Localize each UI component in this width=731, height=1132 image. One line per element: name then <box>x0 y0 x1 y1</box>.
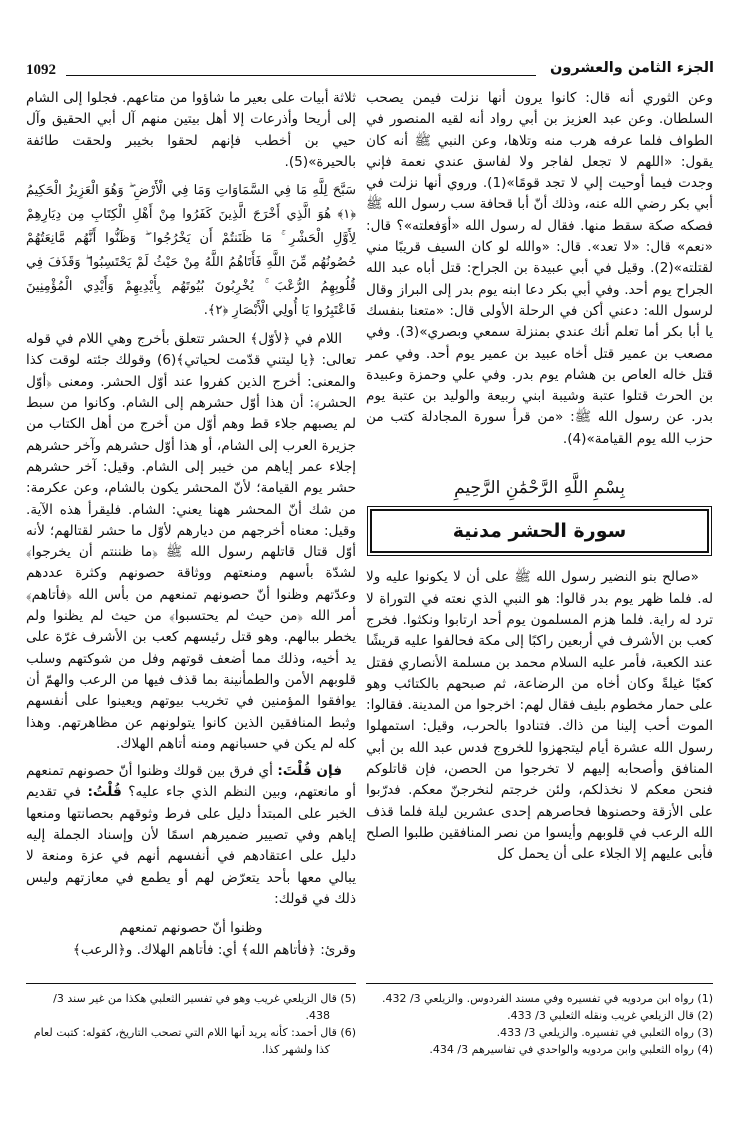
paragraph: اللام في ﴿لأوّل﴾ الحشر تتعلق بأخرج وهي اللام في قوله تعالى: ﴿يا ليتني قدّمت لحياتي﴾(6) وقولك جئته لوقت كذا والمعنى: أخرج الذين كفروا عند أوّل الحشر. ومعنى ﴿أوّل الحشر﴾: أن هذا أوّل حشرهم إلى الشام. وكانوا من سبط لم يصبهم جلاء قط وهم أوّل من أخرج من أهل الكتاب من جزيرة العرب إلى الشام، أو هذا أوّل حشرهم وآخر حشرهم إجلاء عمر إياهم من خيبر إلى الشام. وقيل: آخر حشرهم حشر يوم القيامة؛ لأنّ المحشر يكون بالشام، وعن عكرمة: من شك أنّ المحشر ههنا يعني: الشام. فليقرأ هذه الآية. وقيل: معناه أخرجهم من ديارهم لأوّل ما حشر لقتالهم؛ لأنه أوّل قتال قاتلهم رسول الله ﷺ ﴿ما ظننتم أن يخرجوا﴾ لشدّة بأسهم ومنعتهم ووثاقة حصونهم وكثرة عددهم وعدّتهم وظنوا أنّ حصونهم تمنعهم من بأس الله ﴿فأتاهم﴾ أمر الله ﴿من حيث لم يحتسبوا﴾ من حيث لم يظنوا ولم يخطر ببالهم. وهو قتل رئيسهم كعب بن الأشرف غرّة على يد أخيه، وذلك مما أضعف قوتهم وفل من شوكتهم وسلب قلوبهم الأمن والطمأنينة بما قذف فيها من الرعب والهمّ أن يوافقوا المؤمنين في تخريب بيوتهم ويعينوا على أنفسهم وثبط المنافقين الذين كانوا يتولونهم عن مظاهرتهم. وهذا كله لم يكن في حسبانهم ومنه أتاهم الهلاك. <box>26 331 357 752</box>
footnotes-right <box>366 990 713 1058</box>
footnote: (1) رواه ابن مردويه في تفسيره وفي مسند الفردوس. والزيلعي 3/ 432. <box>381 992 713 1005</box>
footnote: (2) قال الزيلعي غريب ونقله الثعلبي 3/ 433. <box>507 1009 713 1022</box>
footnote-rule <box>366 983 713 984</box>
surah-title-box <box>370 509 709 553</box>
part-title: الجزء الثامن والعشرون <box>550 60 714 76</box>
footnote: (4) رواه الثعلبي وابن مردويه والواحدي في تفاسيرهم 3/ 434. <box>429 1043 713 1056</box>
question-text: أي فرق بين قولك وظنوا أنّ حصونهم تمنعهم أو مانعتهم، وبين النظم الذي جاء عليه؟ <box>26 763 356 801</box>
footnote: (6) قال أحمد: كأنه يريد أنها اللام التي تصحب التاريخ، كقوله: كتبت لعام كذا ولشهر كذا. <box>33 1026 356 1056</box>
quoted-phrase: وظنوا أنّ حصونهم تمنعهم <box>119 920 263 937</box>
surah-title: سورة الحشر مدنية <box>452 519 627 542</box>
paragraph: ثلاثة أبيات على بعير ما شاؤوا من متاعهم. فجلوا إلى الشام إلى أريحا وأذرعات إلا أهل بيتين منهم آل أبي الحقيق وآل حيي بن أخطب فإنهم لحقوا بخيبر ولحقت طائفة بالحيرة»(5). <box>26 90 356 170</box>
paragraph: وقرئ: ﴿فأتاهم الله﴾ أي: فأتاهم الهلاك. و﴿الرعب﴾ <box>72 941 356 958</box>
paragraph: «صالح بنو النضير رسول الله ﷺ على أن لا يكونوا عليه ولا له. فلما ظهر يوم بدر قالوا: هو النبي الذي نعته في التوراة لا ترد له راية. فلما هزم المسلمون يوم أحد ارتابوا ونكثوا. فخرج كعب بن الأشرف في أربعين راكبًا إلى مكة فحالفوا عليه قريشًا عند الكعبة، فأمر عليه السلام محمد بن مسلمة الأنصاري فقتل كعبًا غيلةً وكان أخاه من الرضاعة، ثم صبحهم بالكتائب وهو على حمار مخطوم بليف فقال لهم: اخرجوا من المدينة. فقالوا: الموت أحب إلينا من ذاك. فتنادوا بالحرب، وقيل: استمهلوا رسول الله عشرة أيام ليتجهزوا للخروج فدس عبد الله بن أبي المنافق وأصحابه إليهم لا تخرجوا من الحصن، فإن قاتلوكم فنحن معكم لا نخذلكم، ولئن خرجتم لنخرجنّ معكم. فدرّبوا على الأزقة وحصنوها فحاصرهم إحدى عشرين ليلة فلما قذف الله الرعب في قلوبهم وأيسوا من نصر المنافقين طلبوا الصلح فأبى عليهم إلا الجلاء على أن يحمل كل <box>366 569 713 863</box>
quran-verses: سَبَّحَ لِلَّهِ مَا فِي السَّمَاوَاتِ وَمَا فِي الْأَرْضِ ۖ وَهُوَ الْعَزِيزُ الْحَكِيمُ ﴿١﴾ هُوَ الَّذِي أَخْرَجَ الَّذِينَ كَفَرُوا مِنْ أَهْلِ الْكِتَابِ مِن دِيَارِهِمْ لِأَوَّلِ الْحَشْرِ ۚ مَا ظَنَنتُمْ أَن يَخْرُجُوا ۖ وَظَنُّوا أَنَّهُم مَّانِعَتُهُمْ حُصُونُهُم مِّنَ اللَّهِ فَأَتَاهُمُ اللَّهُ مِنْ حَيْثُ لَمْ يَحْتَسِبُوا ۖ وَقَذَفَ فِي قُلُوبِهِمُ الرُّعْبَ ۚ يُخْرِبُونَ بُيُوتَهُم بِأَيْدِيهِمْ وَأَيْدِي الْمُؤْمِنِينَ فَاعْتَبِرُوا يَا أُولِي الْأَبْصَارِ ﴿٢﴾. <box>26 183 356 319</box>
footnote: (5) قال الزيلعي غريب وهو في تفسير الثعلبي هكذا من غير سند 3/ 438. <box>53 992 356 1022</box>
footnotes-left <box>26 990 356 1058</box>
question-lead: فإن قُلْتَ: <box>277 763 342 780</box>
answer-lead: قُلْتُ: <box>87 784 122 801</box>
left-column <box>26 88 356 967</box>
running-header <box>26 60 714 82</box>
header-rule <box>66 75 536 76</box>
page-number: 1092 <box>26 62 56 78</box>
answer-text: في تقديم الخبر على المبتدأ دليل على فرط وثوقهم بحصانتها ومنعها إياهم وفي تصيير ضميرهم اسمًا لأن وإسناد الجملة إليه دليل على اعتقادهم في أنفسهم أنهم في عزة ومنعة لا يبالي معها بأحد يتعرّض لهم أو يطمع في معازتهم وليس ذلك في قولك: <box>26 784 356 907</box>
right-column <box>366 88 713 872</box>
footnote-rule <box>26 983 356 984</box>
paragraph <box>26 761 356 910</box>
paragraph: وعن الثوري أنه قال: كانوا يرون أنها نزلت فيمن يصحب السلطان. وعن عبد العزيز بن أبي رواد أنه لقيه المنصور في الطواف فلما عرفه هرب منه وتلاها، وعن النبي ﷺ أنه كان يقول: «اللهم لا تجعل لفاجر ولا لفاسق عندي نعمة فإني وجدت فيما أوحيت إلي لا تجد قومًا»(1). وروي أنها نزلت في أبي بكر رضي الله عنه، وذلك أنّ أبا قحافة سب رسول الله ﷺ فصكه صكة سقط منها. فقال له رسول الله «أوَفعلته»؟ قال: «نعم» قال: «لا تعد». قال: «والله لو كان السيف قريبًا مني لقتلته»(2). وقيل في أبي عبيدة بن الجراح: قتل أباه عبد الله الجراح يوم أحد. وفي أبي بكر دعا ابنه يوم بدر إلى البراز وقال لرسول الله: دعني أكن في الرحلة الأولى قال: «متعنا بنفسك يا أبا بكر أما تعلم أنك عندي بمنزلة سمعي وبصري»(3). وفي مصعب بن عمير قتل أخاه عبيد بن عمير يوم أحد. وفي عمر قتل خاله العاص بن هشام يوم بدر. وفي علي وحمزة وعبيدة بن الحرث قتلوا عتبة وشيبة ابني ربيعة والوليد بن عتبة يوم بدر. عن رسول الله ﷺ: «من قرأ سورة المجادلة كتب من حزب الله يوم القيامة»(4). <box>366 90 713 447</box>
basmala: بِسْمِ اللَّهِ الرَّحْمَٰنِ الرَّحِيمِ <box>454 478 625 499</box>
footnote: (3) رواه الثعلبي في تفسيره. والزيلعي 3/ 433. <box>496 1026 713 1039</box>
